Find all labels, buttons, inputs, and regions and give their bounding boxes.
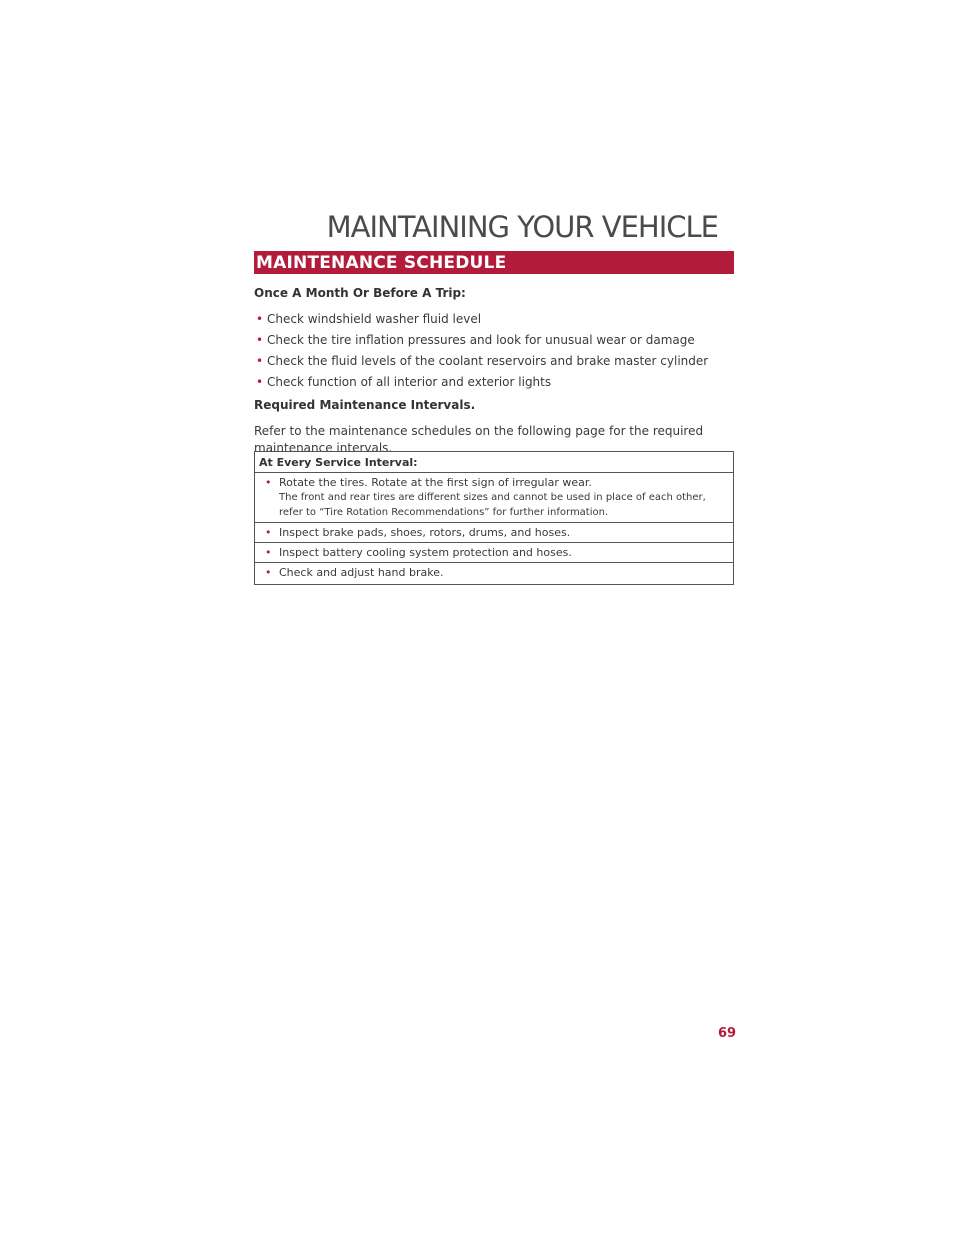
section-header: MAINTAINING YOUR VEHICLE xyxy=(326,210,718,244)
bullet-icon: • xyxy=(256,375,264,389)
title-bar xyxy=(254,251,734,274)
row-text: Check and adjust hand brake. xyxy=(279,566,444,579)
bullet-icon: • xyxy=(265,476,272,489)
list-item: • Check windshield washer fluid level xyxy=(256,312,482,326)
table-row xyxy=(255,523,733,543)
required-heading: Required Maintenance Intervals. xyxy=(254,398,476,412)
row-text: Inspect brake pads, shoes, rotors, drums, and hoses. xyxy=(279,526,571,539)
bullet-icon: • xyxy=(256,354,264,368)
monthly-heading: Once A Month Or Before A Trip: xyxy=(254,286,466,300)
list-item: • Check the tire inflation pressures and look for unusual wear or damage xyxy=(256,333,695,347)
table-row xyxy=(255,473,733,523)
bullet-icon: • xyxy=(256,312,264,326)
bullet-icon: • xyxy=(265,566,272,579)
row-text: Inspect battery cooling system protection and hoses. xyxy=(279,546,572,559)
page-title: MAINTENANCE SCHEDULE xyxy=(256,253,507,273)
bullet-icon: • xyxy=(265,546,272,559)
required-text: Refer to the maintenance schedules on the following page for the required maintenance intervals. xyxy=(254,424,704,455)
monthly-list xyxy=(254,311,734,391)
list-item: • Check function of all interior and exterior lights xyxy=(256,375,552,389)
service-interval-box xyxy=(254,451,734,585)
main-content xyxy=(254,285,734,461)
box-title: At Every Service Interval: xyxy=(255,452,733,473)
bullet-icon: • xyxy=(256,333,264,347)
row-note: The front and rear tires are different sizes and cannot be used in place of each other, refer to “Tire Rotation Recommendations” for further information. xyxy=(279,492,706,518)
table-row xyxy=(255,563,733,582)
page-number: 69 xyxy=(718,1026,737,1041)
bullet-icon: • xyxy=(265,526,272,539)
list-item: • Check the fluid levels of the coolant reservoirs and brake master cylinder xyxy=(256,354,709,368)
row-text: Rotate the tires. Rotate at the first sign of irregular wear. xyxy=(279,476,592,489)
table-row xyxy=(255,543,733,563)
